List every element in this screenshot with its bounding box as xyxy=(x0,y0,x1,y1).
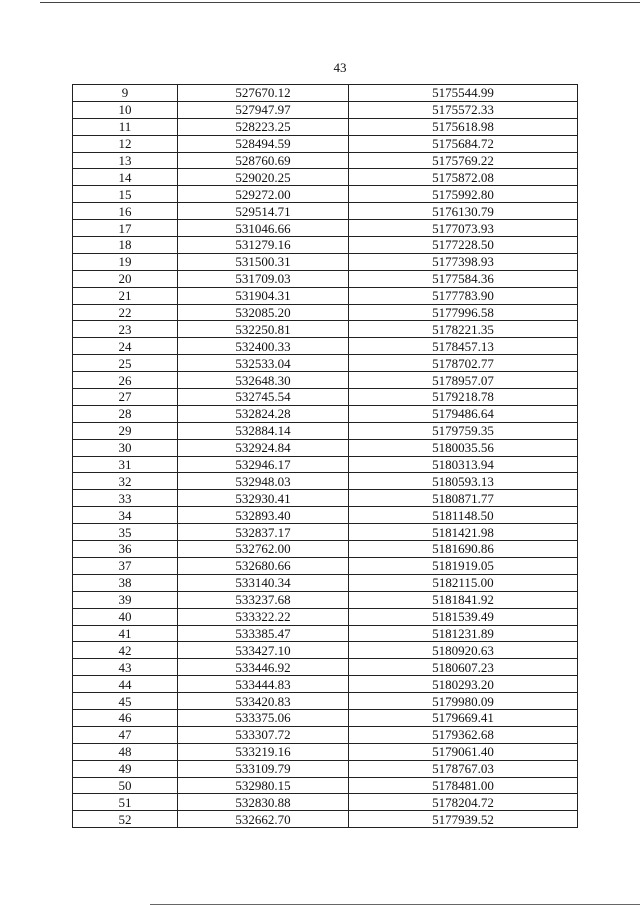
table-row xyxy=(73,220,578,237)
table-row xyxy=(73,574,578,591)
table-row xyxy=(73,693,578,710)
y-coordinate-cell: 5178481.00 xyxy=(349,777,578,794)
y-coordinate-cell: 5175684.72 xyxy=(349,135,578,152)
point-number-cell: 45 xyxy=(73,693,178,710)
table-row xyxy=(73,524,578,541)
x-coordinate-cell: 532250.81 xyxy=(178,321,349,338)
y-coordinate-cell: 5181919.05 xyxy=(349,557,578,574)
x-coordinate-cell: 533219.16 xyxy=(178,743,349,760)
table-row xyxy=(73,473,578,490)
table-row xyxy=(73,794,578,811)
x-coordinate-cell: 533237.68 xyxy=(178,591,349,608)
table-row xyxy=(73,321,578,338)
x-coordinate-cell: 532924.84 xyxy=(178,439,349,456)
y-coordinate-cell: 5175769.22 xyxy=(349,152,578,169)
y-coordinate-cell: 5180293.20 xyxy=(349,676,578,693)
table-row xyxy=(73,237,578,254)
page-number: 43 xyxy=(333,60,347,75)
point-number-cell: 32 xyxy=(73,473,178,490)
y-coordinate-cell: 5179218.78 xyxy=(349,389,578,406)
x-coordinate-cell: 532930.41 xyxy=(178,490,349,507)
x-coordinate-cell: 532745.54 xyxy=(178,389,349,406)
x-coordinate-cell: 532884.14 xyxy=(178,422,349,439)
x-coordinate-cell: 533420.83 xyxy=(178,693,349,710)
y-coordinate-cell: 5178767.03 xyxy=(349,760,578,777)
point-number-cell: 48 xyxy=(73,743,178,760)
table-row xyxy=(73,422,578,439)
x-coordinate-cell: 533446.92 xyxy=(178,659,349,676)
point-number-cell: 18 xyxy=(73,237,178,254)
y-coordinate-cell: 5182115.00 xyxy=(349,574,578,591)
x-coordinate-cell: 533109.79 xyxy=(178,760,349,777)
point-number-cell: 37 xyxy=(73,557,178,574)
table-row xyxy=(73,355,578,372)
x-coordinate-cell: 529514.71 xyxy=(178,203,349,220)
y-coordinate-cell: 5180607.23 xyxy=(349,659,578,676)
x-coordinate-cell: 532824.28 xyxy=(178,405,349,422)
x-coordinate-cell: 532085.20 xyxy=(178,304,349,321)
point-number-cell: 33 xyxy=(73,490,178,507)
point-number-cell: 43 xyxy=(73,659,178,676)
y-coordinate-cell: 5181539.49 xyxy=(349,608,578,625)
point-number-cell: 9 xyxy=(73,85,178,102)
y-coordinate-cell: 5175544.99 xyxy=(349,85,578,102)
top-border-line xyxy=(40,2,640,3)
x-coordinate-cell: 533307.72 xyxy=(178,726,349,743)
table-row xyxy=(73,777,578,794)
table-row xyxy=(73,253,578,270)
y-coordinate-cell: 5179061.40 xyxy=(349,743,578,760)
x-coordinate-cell: 532762.00 xyxy=(178,541,349,558)
y-coordinate-cell: 5175872.08 xyxy=(349,169,578,186)
x-coordinate-cell: 527947.97 xyxy=(178,101,349,118)
x-coordinate-cell: 533140.34 xyxy=(178,574,349,591)
table-row xyxy=(73,118,578,135)
table-row xyxy=(73,203,578,220)
x-coordinate-cell: 532980.15 xyxy=(178,777,349,794)
y-coordinate-cell: 5175992.80 xyxy=(349,186,578,203)
point-number-cell: 17 xyxy=(73,220,178,237)
table-row xyxy=(73,439,578,456)
point-number-cell: 31 xyxy=(73,456,178,473)
x-coordinate-cell: 529020.25 xyxy=(178,169,349,186)
y-coordinate-cell: 5177228.50 xyxy=(349,237,578,254)
table-row xyxy=(73,811,578,828)
point-number-cell: 47 xyxy=(73,726,178,743)
x-coordinate-cell: 533375.06 xyxy=(178,709,349,726)
point-number-cell: 40 xyxy=(73,608,178,625)
table-row xyxy=(73,287,578,304)
point-number-cell: 13 xyxy=(73,152,178,169)
x-coordinate-cell: 527670.12 xyxy=(178,85,349,102)
point-number-cell: 20 xyxy=(73,270,178,287)
y-coordinate-cell: 5178457.13 xyxy=(349,338,578,355)
x-coordinate-cell: 532837.17 xyxy=(178,524,349,541)
coordinates-table-body xyxy=(73,85,578,828)
y-coordinate-cell: 5179486.64 xyxy=(349,405,578,422)
table-row xyxy=(73,507,578,524)
point-number-cell: 19 xyxy=(73,253,178,270)
x-coordinate-cell: 528223.25 xyxy=(178,118,349,135)
table-row xyxy=(73,676,578,693)
y-coordinate-cell: 5181421.98 xyxy=(349,524,578,541)
point-number-cell: 41 xyxy=(73,625,178,642)
point-number-cell: 11 xyxy=(73,118,178,135)
table-row xyxy=(73,169,578,186)
y-coordinate-cell: 5177073.93 xyxy=(349,220,578,237)
table-row xyxy=(73,456,578,473)
point-number-cell: 24 xyxy=(73,338,178,355)
table-row xyxy=(73,743,578,760)
table-row xyxy=(73,405,578,422)
x-coordinate-cell: 533322.22 xyxy=(178,608,349,625)
point-number-cell: 28 xyxy=(73,405,178,422)
x-coordinate-cell: 532662.70 xyxy=(178,811,349,828)
y-coordinate-cell: 5181841.92 xyxy=(349,591,578,608)
point-number-cell: 25 xyxy=(73,355,178,372)
x-coordinate-cell: 532948.03 xyxy=(178,473,349,490)
table-row xyxy=(73,608,578,625)
x-coordinate-cell: 533444.83 xyxy=(178,676,349,693)
table-row xyxy=(73,642,578,659)
y-coordinate-cell: 5179759.35 xyxy=(349,422,578,439)
point-number-cell: 30 xyxy=(73,439,178,456)
table-row xyxy=(73,85,578,102)
table-row xyxy=(73,101,578,118)
point-number-cell: 29 xyxy=(73,422,178,439)
y-coordinate-cell: 5177398.93 xyxy=(349,253,578,270)
x-coordinate-cell: 532533.04 xyxy=(178,355,349,372)
x-coordinate-cell: 531904.31 xyxy=(178,287,349,304)
x-coordinate-cell: 532893.40 xyxy=(178,507,349,524)
y-coordinate-cell: 5178221.35 xyxy=(349,321,578,338)
y-coordinate-cell: 5177996.58 xyxy=(349,304,578,321)
coordinates-table xyxy=(72,84,578,828)
point-number-cell: 10 xyxy=(73,101,178,118)
y-coordinate-cell: 5178957.07 xyxy=(349,372,578,389)
x-coordinate-cell: 528760.69 xyxy=(178,152,349,169)
table-row xyxy=(73,726,578,743)
point-number-cell: 36 xyxy=(73,541,178,558)
table-row xyxy=(73,625,578,642)
point-number-cell: 52 xyxy=(73,811,178,828)
point-number-cell: 14 xyxy=(73,169,178,186)
x-coordinate-cell: 533385.47 xyxy=(178,625,349,642)
point-number-cell: 51 xyxy=(73,794,178,811)
table-row xyxy=(73,709,578,726)
table-row xyxy=(73,372,578,389)
y-coordinate-cell: 5181148.50 xyxy=(349,507,578,524)
y-coordinate-cell: 5178204.72 xyxy=(349,794,578,811)
y-coordinate-cell: 5181231.89 xyxy=(349,625,578,642)
table-row xyxy=(73,557,578,574)
y-coordinate-cell: 5177939.52 xyxy=(349,811,578,828)
table-row xyxy=(73,541,578,558)
x-coordinate-cell: 531279.16 xyxy=(178,237,349,254)
x-coordinate-cell: 532400.33 xyxy=(178,338,349,355)
x-coordinate-cell: 528494.59 xyxy=(178,135,349,152)
point-number-cell: 16 xyxy=(73,203,178,220)
table-row xyxy=(73,186,578,203)
point-number-cell: 12 xyxy=(73,135,178,152)
y-coordinate-cell: 5177783.90 xyxy=(349,287,578,304)
y-coordinate-cell: 5180871.77 xyxy=(349,490,578,507)
y-coordinate-cell: 5180593.13 xyxy=(349,473,578,490)
y-coordinate-cell: 5180920.63 xyxy=(349,642,578,659)
point-number-cell: 42 xyxy=(73,642,178,659)
y-coordinate-cell: 5179669.41 xyxy=(349,709,578,726)
table-row xyxy=(73,490,578,507)
point-number-cell: 49 xyxy=(73,760,178,777)
point-number-cell: 26 xyxy=(73,372,178,389)
table-row xyxy=(73,659,578,676)
y-coordinate-cell: 5180035.56 xyxy=(349,439,578,456)
point-number-cell: 22 xyxy=(73,304,178,321)
point-number-cell: 15 xyxy=(73,186,178,203)
x-coordinate-cell: 533427.10 xyxy=(178,642,349,659)
y-coordinate-cell: 5175618.98 xyxy=(349,118,578,135)
point-number-cell: 35 xyxy=(73,524,178,541)
x-coordinate-cell: 531709.03 xyxy=(178,270,349,287)
point-number-cell: 44 xyxy=(73,676,178,693)
table-row xyxy=(73,760,578,777)
table-row xyxy=(73,135,578,152)
table-row xyxy=(73,304,578,321)
y-coordinate-cell: 5176130.79 xyxy=(349,203,578,220)
point-number-cell: 38 xyxy=(73,574,178,591)
x-coordinate-cell: 531046.66 xyxy=(178,220,349,237)
x-coordinate-cell: 532830.88 xyxy=(178,794,349,811)
y-coordinate-cell: 5177584.36 xyxy=(349,270,578,287)
point-number-cell: 23 xyxy=(73,321,178,338)
x-coordinate-cell: 529272.00 xyxy=(178,186,349,203)
table-row xyxy=(73,389,578,406)
x-coordinate-cell: 532648.30 xyxy=(178,372,349,389)
table-row xyxy=(73,152,578,169)
point-number-cell: 46 xyxy=(73,709,178,726)
table-row xyxy=(73,591,578,608)
y-coordinate-cell: 5175572.33 xyxy=(349,101,578,118)
y-coordinate-cell: 5179980.09 xyxy=(349,693,578,710)
table-row xyxy=(73,338,578,355)
x-coordinate-cell: 532946.17 xyxy=(178,456,349,473)
y-coordinate-cell: 5179362.68 xyxy=(349,726,578,743)
point-number-cell: 39 xyxy=(73,591,178,608)
table-row xyxy=(73,270,578,287)
y-coordinate-cell: 5181690.86 xyxy=(349,541,578,558)
point-number-cell: 27 xyxy=(73,389,178,406)
point-number-cell: 34 xyxy=(73,507,178,524)
point-number-cell: 50 xyxy=(73,777,178,794)
x-coordinate-cell: 532680.66 xyxy=(178,557,349,574)
y-coordinate-cell: 5180313.94 xyxy=(349,456,578,473)
x-coordinate-cell: 531500.31 xyxy=(178,253,349,270)
point-number-cell: 21 xyxy=(73,287,178,304)
y-coordinate-cell: 5178702.77 xyxy=(349,355,578,372)
